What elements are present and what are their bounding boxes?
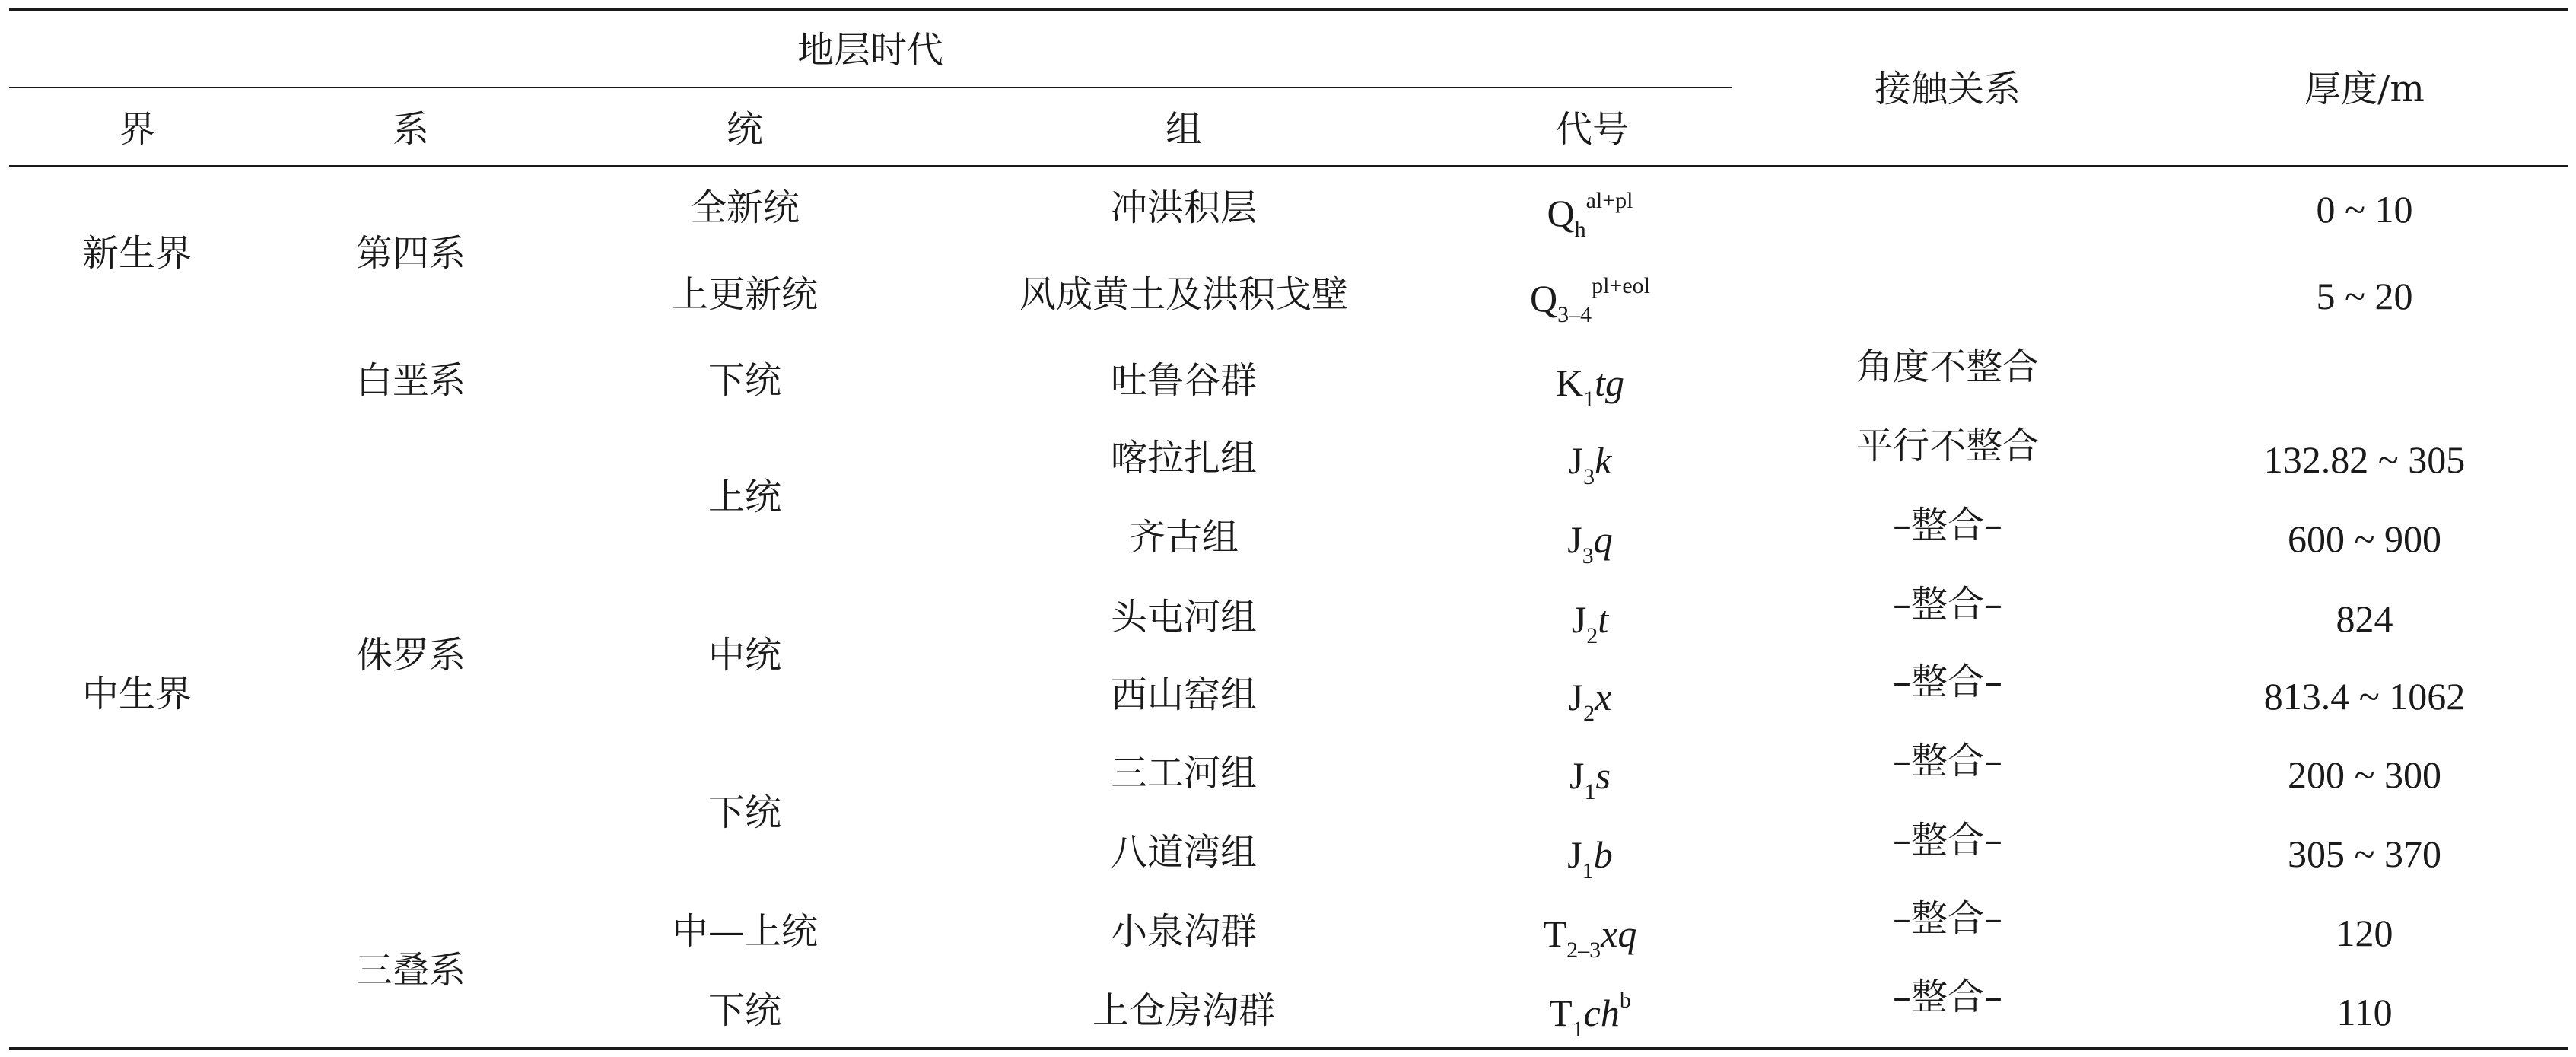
- contact-cell: –整合–: [1892, 897, 2003, 940]
- code-cell: $Q_{3-4}^{pl+eol}$: [1529, 273, 1651, 327]
- thickness-cell: 132.82 ~ 305: [2263, 438, 2466, 481]
- code-cell: $T_{2-3}xq$: [1543, 912, 1637, 963]
- thickness-cell: 110: [2336, 991, 2393, 1033]
- code-cell: $Q_h^{al+pl}$: [1547, 188, 1633, 242]
- contact-cell: –整合–: [1892, 976, 2003, 1018]
- contact-cell: –整合–: [1892, 583, 2003, 626]
- header-thickness: 厚度/m: [2304, 68, 2425, 110]
- contact-cell: 角度不整合: [1856, 345, 2040, 388]
- formation-cell: 小泉沟群: [1110, 910, 1258, 953]
- code-cell: $K_1tg$: [1555, 361, 1625, 412]
- thickness-cell: 824: [2336, 597, 2393, 640]
- header-system: 系: [392, 108, 430, 151]
- code-cell: $J_3k$: [1568, 439, 1612, 489]
- code-cell: $J_2t$: [1571, 598, 1609, 648]
- header-code: 代号: [1555, 108, 1630, 151]
- system-cell: 侏罗系: [355, 634, 466, 677]
- series-cell: 上更新统: [671, 273, 819, 316]
- series-cell: 下统: [708, 989, 782, 1032]
- series-cell: 下统: [708, 359, 782, 402]
- formation-cell: 冲洪积层: [1110, 186, 1258, 229]
- code-cell: $J_1s$: [1569, 754, 1611, 804]
- header-series: 统: [726, 108, 764, 151]
- formation-cell: 风成黄土及洪积戈壁: [1019, 273, 1349, 316]
- thickness-cell: 813.4 ~ 1062: [2263, 675, 2466, 718]
- header-era: 界: [118, 108, 156, 151]
- formation-cell: 三工河组: [1110, 752, 1258, 794]
- header-contact: 接触关系: [1874, 68, 2021, 110]
- top-rule: [9, 8, 2568, 11]
- header-formation: 组: [1165, 108, 1203, 151]
- system-cell: 第四系: [355, 232, 466, 275]
- thickness-cell: 600 ~ 900: [2287, 517, 2442, 560]
- thickness-cell: 120: [2336, 912, 2393, 954]
- system-cell: 三叠系: [355, 949, 466, 992]
- series-cell: 全新统: [689, 186, 800, 229]
- formation-cell: 八道湾组: [1110, 831, 1258, 874]
- thickness-cell: 200 ~ 300: [2287, 753, 2442, 796]
- contact-cell: –整合–: [1892, 661, 2003, 703]
- contact-cell: –整合–: [1892, 504, 2003, 546]
- series-cell: 下统: [708, 791, 782, 834]
- formation-cell: 西山窑组: [1110, 673, 1258, 716]
- thickness-cell: 305 ~ 370: [2287, 833, 2442, 875]
- formation-cell: 上仓房沟群: [1092, 989, 1276, 1032]
- thickness-cell: 0 ~ 10: [2316, 188, 2413, 231]
- formation-cell: 头屯河组: [1110, 596, 1258, 638]
- series-cell: 中统: [708, 634, 782, 677]
- code-cell: $T_1ch^b$: [1549, 988, 1631, 1042]
- code-cell: $J_1b$: [1567, 833, 1613, 883]
- contact-cell: –整合–: [1892, 819, 2003, 861]
- era-cell: 新生界: [81, 232, 192, 275]
- header-bottom-rule: [9, 165, 2568, 167]
- code-cell: $J_3q$: [1567, 518, 1613, 568]
- formation-cell: 齐古组: [1128, 516, 1239, 559]
- header-stratigraphic-age: 地层时代: [797, 29, 944, 72]
- contact-cell: 平行不整合: [1856, 425, 2040, 467]
- system-cell: 白垩系: [355, 359, 466, 402]
- contact-cell: –整合–: [1892, 740, 2003, 782]
- formation-cell: 喀拉扎组: [1110, 437, 1258, 479]
- era-cell: 中生界: [81, 673, 192, 715]
- formation-cell: 吐鲁谷群: [1110, 359, 1258, 402]
- bottom-rule: [9, 1047, 2568, 1050]
- series-cell: 上统: [708, 476, 782, 518]
- code-cell: $J_2x$: [1568, 676, 1612, 726]
- group-header-rule: [9, 87, 1732, 88]
- series-cell: 中—上统: [671, 910, 819, 953]
- thickness-cell: 5 ~ 20: [2316, 275, 2413, 317]
